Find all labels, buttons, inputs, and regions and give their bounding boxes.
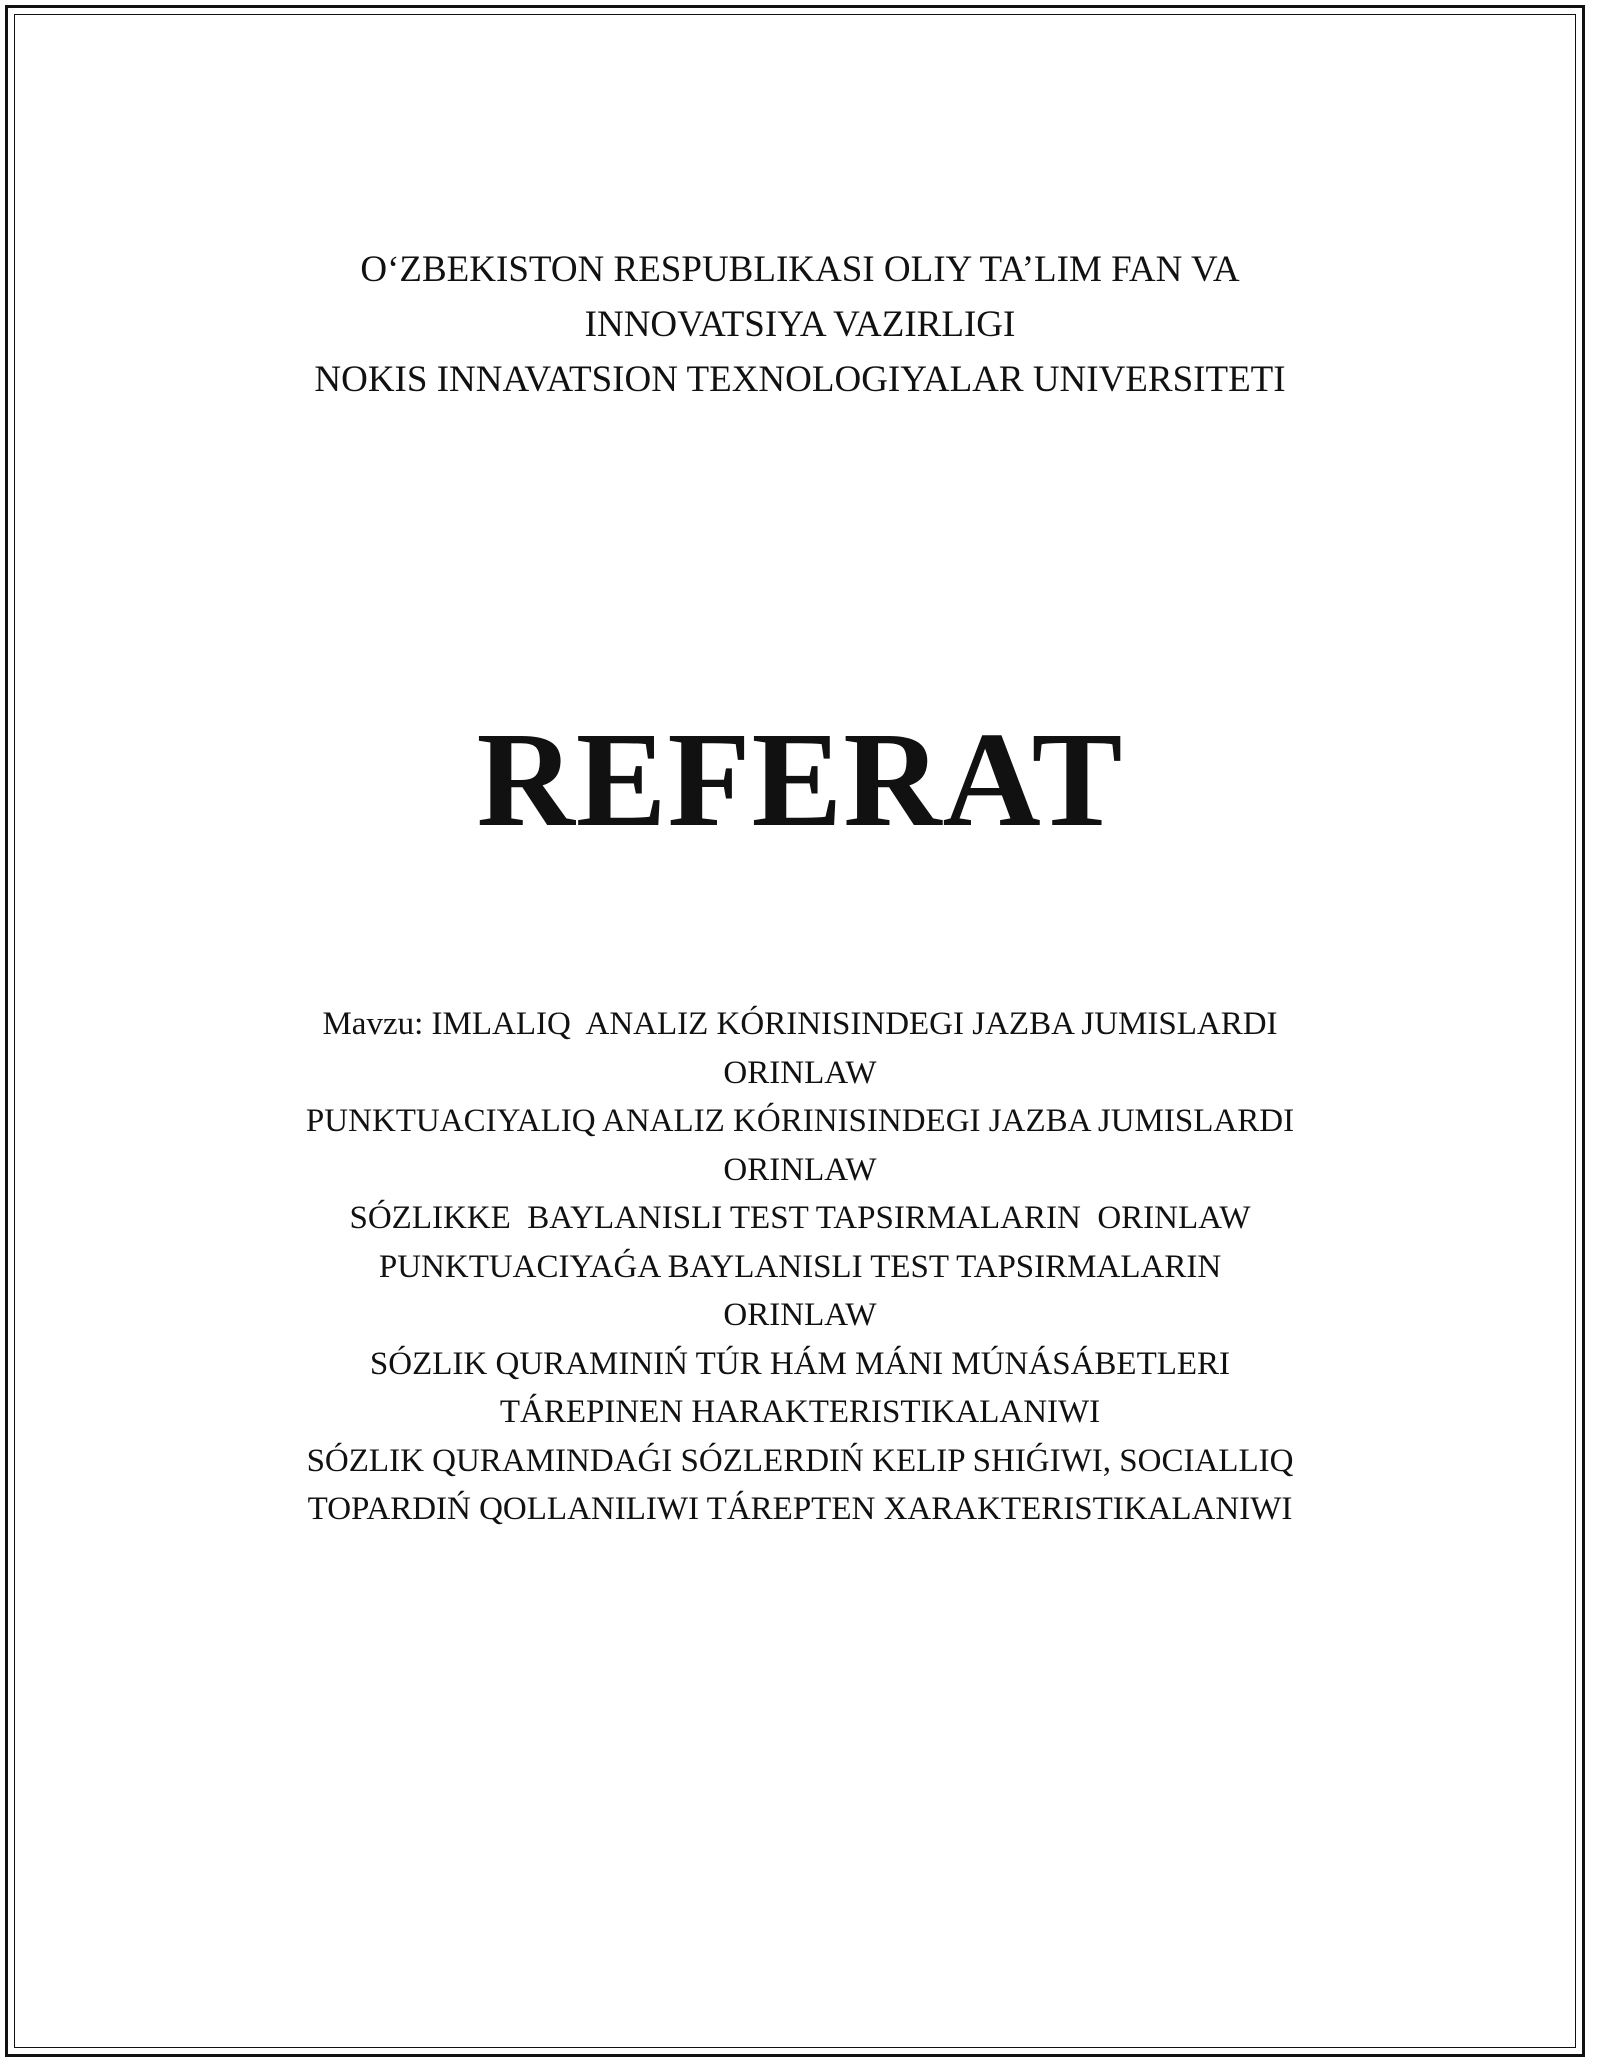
header-line: INNOVATSIYA VAZIRLIGI — [584, 304, 1016, 345]
topic-block — [0, 1000, 1600, 1534]
topic-line: SÓZLIKKE BAYLANISLI TEST TAPSIRMALARIN ORINLAW — [349, 1200, 1251, 1236]
topic-line: ORINLAW — [723, 1054, 877, 1091]
topic-line: TOPARDIŃ QOLLANILIWI TÁREPTEN XARAKTERISTIKALANIWI — [307, 1491, 1293, 1527]
ministry-header — [0, 242, 1600, 407]
topic-line: ORINLAW — [723, 1151, 877, 1188]
topic-line: PUNKTUACIYAǴA BAYLANISLI TEST TAPSIRMALARIN — [378, 1248, 1222, 1285]
topic-line: ORINLAW — [723, 1297, 877, 1333]
topic-line: SÓZLIK QURAMINIŃ TÚR HÁM MÁNI MÚNÁSÁBETLERI — [369, 1345, 1231, 1382]
topic-line: SÓZLIK QURAMINDAǴI SÓZLERDIŃ KELIP SHIǴIWI, SOCIALLIQ — [306, 1442, 1294, 1479]
document-title: REFERAT — [476, 705, 1124, 855]
header-line: NOKIS INNAVATSION TEXNOLOGIYALAR UNIVERSITETI — [314, 359, 1286, 400]
topic-line: PUNKTUACIYALIQ ANALIZ KÓRINISINDEGI JAZBA JUMISLARDI — [305, 1103, 1295, 1139]
topic-line: TÁREPINEN HARAKTERISTIKALANIWI — [499, 1394, 1101, 1430]
topic-line: Mavzu: IMLALIQ ANALIZ KÓRINISINDEGI JAZBA JUMISLARDI — [322, 1006, 1278, 1042]
header-line: O‘ZBEKISTON RESPUBLIKASI OLIY TA’LIM FAN VA — [360, 249, 1240, 290]
